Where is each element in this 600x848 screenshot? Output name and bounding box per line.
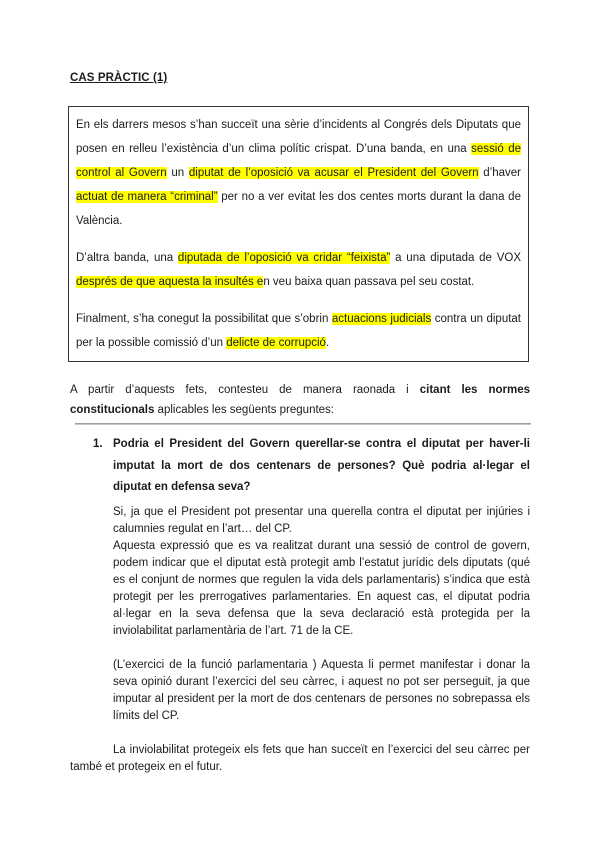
highlighted-text: actuat de manera “criminal” [76,191,218,203]
page-title: CAS PRÀCTIC (1) [70,72,168,84]
case-paragraph-2 [76,246,521,294]
case-paragraph-1 [76,113,521,233]
text-run: per no a ver evitat les dos centes morts durant la dana de València. [76,191,521,227]
case-paragraph-3 [76,307,521,355]
case-text-box [68,106,529,362]
answer-paragraph-4: La inviolabilitat protegeix els fets que han succeït en l’exercici del seu càrrec per també et protegeix en el futur. [70,743,530,773]
highlighted-text: delicte de corrupció [226,337,326,349]
highlighted-text: actuacions judicials [331,313,432,325]
highlighted-text: diputada de l’oposició va cridar “feixista” [177,252,391,264]
question-text: Podria el President del Govern querellar-se contra el diputat per haver-li imputat la mort de dos centenars de persones? Què podria al·legar el diputat en defensa seva? [113,438,530,493]
answer-paragraph-2: Aquesta expressió que es va realitzat durant una sessió de control de govern, podem indicar que el diputat està protegit amb l’estatut jurídic dels diputats (qué es el conjunt de normes que regulen la vida dels parlamentaris) s’indica que està protegit per les prerrogatives parlamentaries. En aquest cas, el diputat podria al·legar en la seva defensa que la seva declaració està protegida per la inviolabilitat parlamentària de l’art. 71 de la CE. [113,539,530,637]
answer-block [70,504,530,776]
bold-text: citant les normes constitucionals [70,384,530,416]
text-run: un [166,167,189,179]
answer-paragraph-3: (L’exercici de la funció parlamentaria ) Aquesta li permet manifestar i donar la seva opinió durant l’exercici del seu càrrec, i aquest no pot ser perseguit, ja que imputar al president per la mort de dos centenars de persones no sobrepassa els límits del CP. [113,658,530,722]
question-1 [70,434,530,499]
text-run: A partir d’aquests fets, contesteu de manera raonada i [70,384,420,396]
text-run: Finalment, s’ha conegut la possibilitat que s’obrin [76,313,332,325]
highlighted-text: sessió de control al Govern [76,143,521,179]
text-run: En els darrers mesos s’han succeït una sèrie d’incidents al Congrés dels Diputats que posen en relleu l’existència d’un clima polític crispat. D’una banda, en una [76,119,521,155]
text-run: aplicables les següents preguntes: [154,404,335,416]
text-run: n veu baixa quan passava pel seu costat. [263,276,475,288]
highlighted-text: diputat de l’oposició va acusar el President del Govern [188,167,479,179]
section-divider [75,423,531,425]
intro-paragraph [70,380,530,420]
answer-paragraph-1: Si, ja que el President pot presentar una querella contra el diputat per injúries i calumnies regulat en l’art… del CP. [113,505,530,535]
highlighted-text: després de que aquesta la insultés e [76,276,264,288]
text-run: D’altra banda, una [76,252,178,264]
text-run: a una diputada de VOX [390,252,522,264]
text-run: d’haver [478,167,522,179]
question-number: 1. [93,438,103,450]
text-run: contra un diputat per la possible comissió d’un [76,313,522,349]
text-run: . [325,337,330,349]
